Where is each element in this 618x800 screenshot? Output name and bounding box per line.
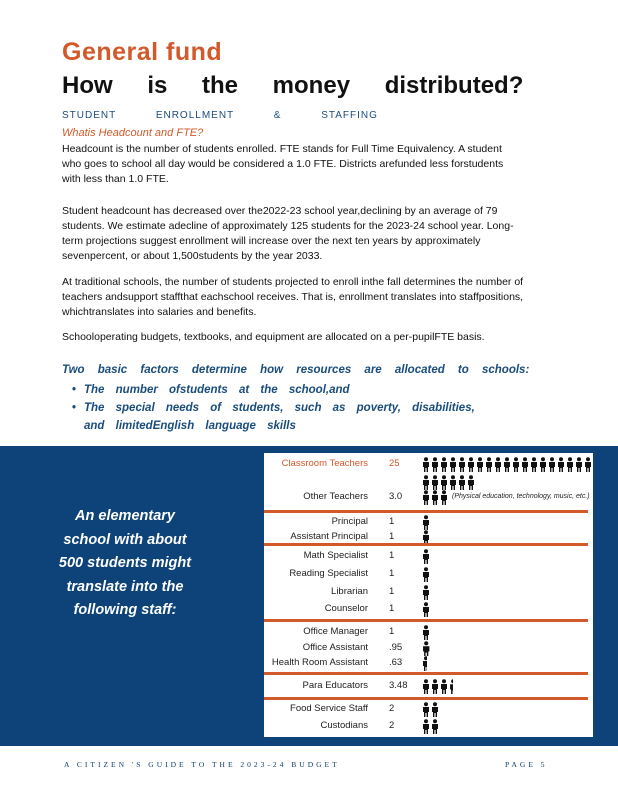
staff-role: Math Specialist bbox=[303, 550, 368, 561]
person-icon bbox=[431, 702, 439, 717]
staff-role: Counselor bbox=[324, 603, 368, 614]
person-icon bbox=[422, 641, 430, 656]
staff-count: 2 bbox=[389, 720, 395, 731]
person-icon bbox=[431, 475, 439, 490]
person-icon bbox=[458, 475, 466, 490]
staff-row bbox=[264, 602, 593, 618]
person-icon bbox=[440, 475, 448, 490]
section-divider bbox=[264, 672, 588, 675]
staff-row bbox=[264, 625, 593, 641]
staff-icons bbox=[422, 602, 431, 618]
person-icon bbox=[422, 656, 427, 671]
person-icon bbox=[530, 457, 538, 472]
staff-row bbox=[264, 515, 593, 531]
staff-icons bbox=[422, 567, 431, 583]
staff-icons bbox=[422, 585, 431, 601]
person-icon bbox=[422, 602, 430, 617]
paragraph-enrollment-trend: Student headcount has decreased over the2022-23 school year,declining by an average of 79 students. We estimate adecline of approximately 125 students for the 2023-24 school year. Long-term projections suggest enrollment will increase over the next ten years by approximately sevenpercent, or about 1,500students by the year 2033. bbox=[62, 205, 514, 262]
staff-role: Custodians bbox=[320, 720, 368, 731]
section-divider bbox=[264, 697, 588, 700]
paragraph-per-pupil: Schooloperating budgets, textbooks, and equipment are allocated on a per-pupilFTE basis. bbox=[62, 331, 485, 343]
person-icon bbox=[431, 679, 439, 694]
staff-count: 1 bbox=[389, 586, 395, 597]
staff-icons bbox=[422, 719, 440, 735]
staff-count: 2 bbox=[389, 703, 395, 714]
person-icon bbox=[422, 490, 430, 505]
person-icon bbox=[449, 679, 453, 694]
person-icon bbox=[422, 585, 430, 600]
person-icon bbox=[467, 475, 475, 490]
person-icon bbox=[422, 719, 430, 734]
staff-row bbox=[264, 679, 593, 695]
person-icon bbox=[440, 679, 448, 694]
staff-count: 1 bbox=[389, 531, 395, 542]
person-icon bbox=[422, 679, 430, 694]
staff-row bbox=[264, 719, 593, 735]
paragraph-staffing: At traditional schools, the number of students projected to enroll inthe fall determines the number of teachers andsupport staffthat eachschool receives. That is, enrollment translates into staffpositions, whichtranslates into salaries and benefits. bbox=[62, 276, 524, 318]
staff-role: Para Educators bbox=[302, 680, 368, 691]
staff-count: 1 bbox=[389, 603, 395, 614]
section-divider bbox=[264, 619, 588, 622]
person-icon bbox=[557, 457, 565, 472]
staff-row bbox=[264, 490, 593, 506]
person-icon bbox=[566, 457, 574, 472]
staff-role: Classroom Teachers bbox=[281, 458, 368, 469]
person-icon bbox=[494, 457, 502, 472]
section-question: Whatis Headcount and FTE? bbox=[62, 127, 204, 139]
staff-icons bbox=[422, 515, 431, 531]
person-icon bbox=[422, 515, 430, 530]
factor-item: • The special needs of students, such as poverty, disabilities, and limitedEnglish language skills bbox=[72, 399, 492, 435]
staff-count: 3.0 bbox=[389, 491, 403, 502]
staff-note: (Physical education, technology, music, etc.) bbox=[452, 493, 590, 500]
staff-icons bbox=[422, 549, 431, 565]
person-icon bbox=[440, 490, 448, 505]
staff-role: Assistant Principal bbox=[290, 531, 368, 542]
panel-caption: An elementary school with about 500 students might translate into the following staff: bbox=[58, 508, 192, 618]
staff-row bbox=[264, 585, 593, 601]
person-icon bbox=[422, 549, 430, 564]
staff-icons bbox=[422, 641, 431, 657]
staff-row bbox=[264, 549, 593, 565]
staff-icons bbox=[422, 475, 476, 491]
page-subtitle: How is the money distributed? bbox=[62, 72, 524, 99]
staff-count: .63 bbox=[389, 657, 403, 668]
staff-count: 1 bbox=[389, 516, 395, 527]
person-icon bbox=[467, 457, 475, 472]
staff-role: Health Room Assistant bbox=[271, 657, 368, 668]
staff-count: 1 bbox=[389, 550, 395, 561]
person-icon bbox=[431, 490, 439, 505]
staff-icons bbox=[422, 702, 440, 718]
staff-row bbox=[264, 641, 593, 657]
person-icon bbox=[422, 457, 430, 472]
person-icon bbox=[449, 475, 457, 490]
page-number: PAGE 5 bbox=[505, 760, 548, 769]
staff-count: 3.48 bbox=[389, 680, 408, 691]
person-icon bbox=[584, 457, 592, 472]
staff-count: 1 bbox=[389, 568, 395, 579]
person-icon bbox=[458, 457, 466, 472]
staff-icons bbox=[422, 490, 449, 506]
section-heading: STUDENT ENROLLMENT & STAFFING bbox=[62, 110, 378, 121]
person-icon bbox=[431, 719, 439, 734]
staff-icons bbox=[422, 457, 593, 473]
person-icon bbox=[539, 457, 547, 472]
person-icon bbox=[422, 625, 430, 640]
staff-role: Food Service Staff bbox=[290, 703, 368, 714]
person-icon bbox=[548, 457, 556, 472]
staff-role: Other Teachers bbox=[303, 491, 368, 502]
person-icon bbox=[422, 567, 430, 582]
section-divider bbox=[264, 543, 588, 546]
staff-role: Librarian bbox=[331, 586, 368, 597]
staff-table bbox=[264, 453, 593, 737]
person-icon bbox=[485, 457, 493, 472]
paragraph-headcount: Headcount is the number of students enrolled. FTE stands for Full Time Equivalency. A student who goes to school all day would be considered a 1.0 FTE. Districts arefunded less forstudents with less than 1.0 FTE. bbox=[62, 143, 504, 185]
staff-count: 1 bbox=[389, 626, 395, 637]
person-icon bbox=[422, 475, 430, 490]
staff-row bbox=[264, 702, 593, 718]
staff-row bbox=[264, 567, 593, 583]
staff-row bbox=[264, 457, 593, 473]
staff-count: .95 bbox=[389, 642, 403, 653]
staff-icons bbox=[422, 656, 428, 672]
staff-row bbox=[264, 656, 593, 672]
person-icon bbox=[521, 457, 529, 472]
staff-icons bbox=[422, 679, 454, 695]
staff-role: Office Manager bbox=[303, 626, 368, 637]
staff-role: Office Assistant bbox=[302, 642, 368, 653]
page-title: General fund bbox=[62, 38, 223, 66]
factor-item: • The number ofstudents at the school,and bbox=[72, 381, 492, 399]
staff-count: 25 bbox=[389, 458, 400, 469]
factors-list bbox=[72, 381, 492, 435]
section-divider bbox=[264, 510, 588, 513]
person-icon bbox=[422, 702, 430, 717]
person-icon bbox=[440, 457, 448, 472]
factors-lead: Two basic factors determine how resources are allocated to schools: bbox=[62, 364, 530, 376]
staff-role: Reading Specialist bbox=[289, 568, 368, 579]
person-icon bbox=[575, 457, 583, 472]
person-icon bbox=[431, 457, 439, 472]
staff-icons bbox=[422, 625, 431, 641]
footer-title: A CITIZEN 'S GUIDE TO THE 2023-24 BUDGET bbox=[64, 760, 340, 769]
person-icon bbox=[512, 457, 520, 472]
person-icon bbox=[449, 457, 457, 472]
person-icon bbox=[503, 457, 511, 472]
person-icon bbox=[476, 457, 484, 472]
staff-role: Principal bbox=[331, 516, 368, 527]
